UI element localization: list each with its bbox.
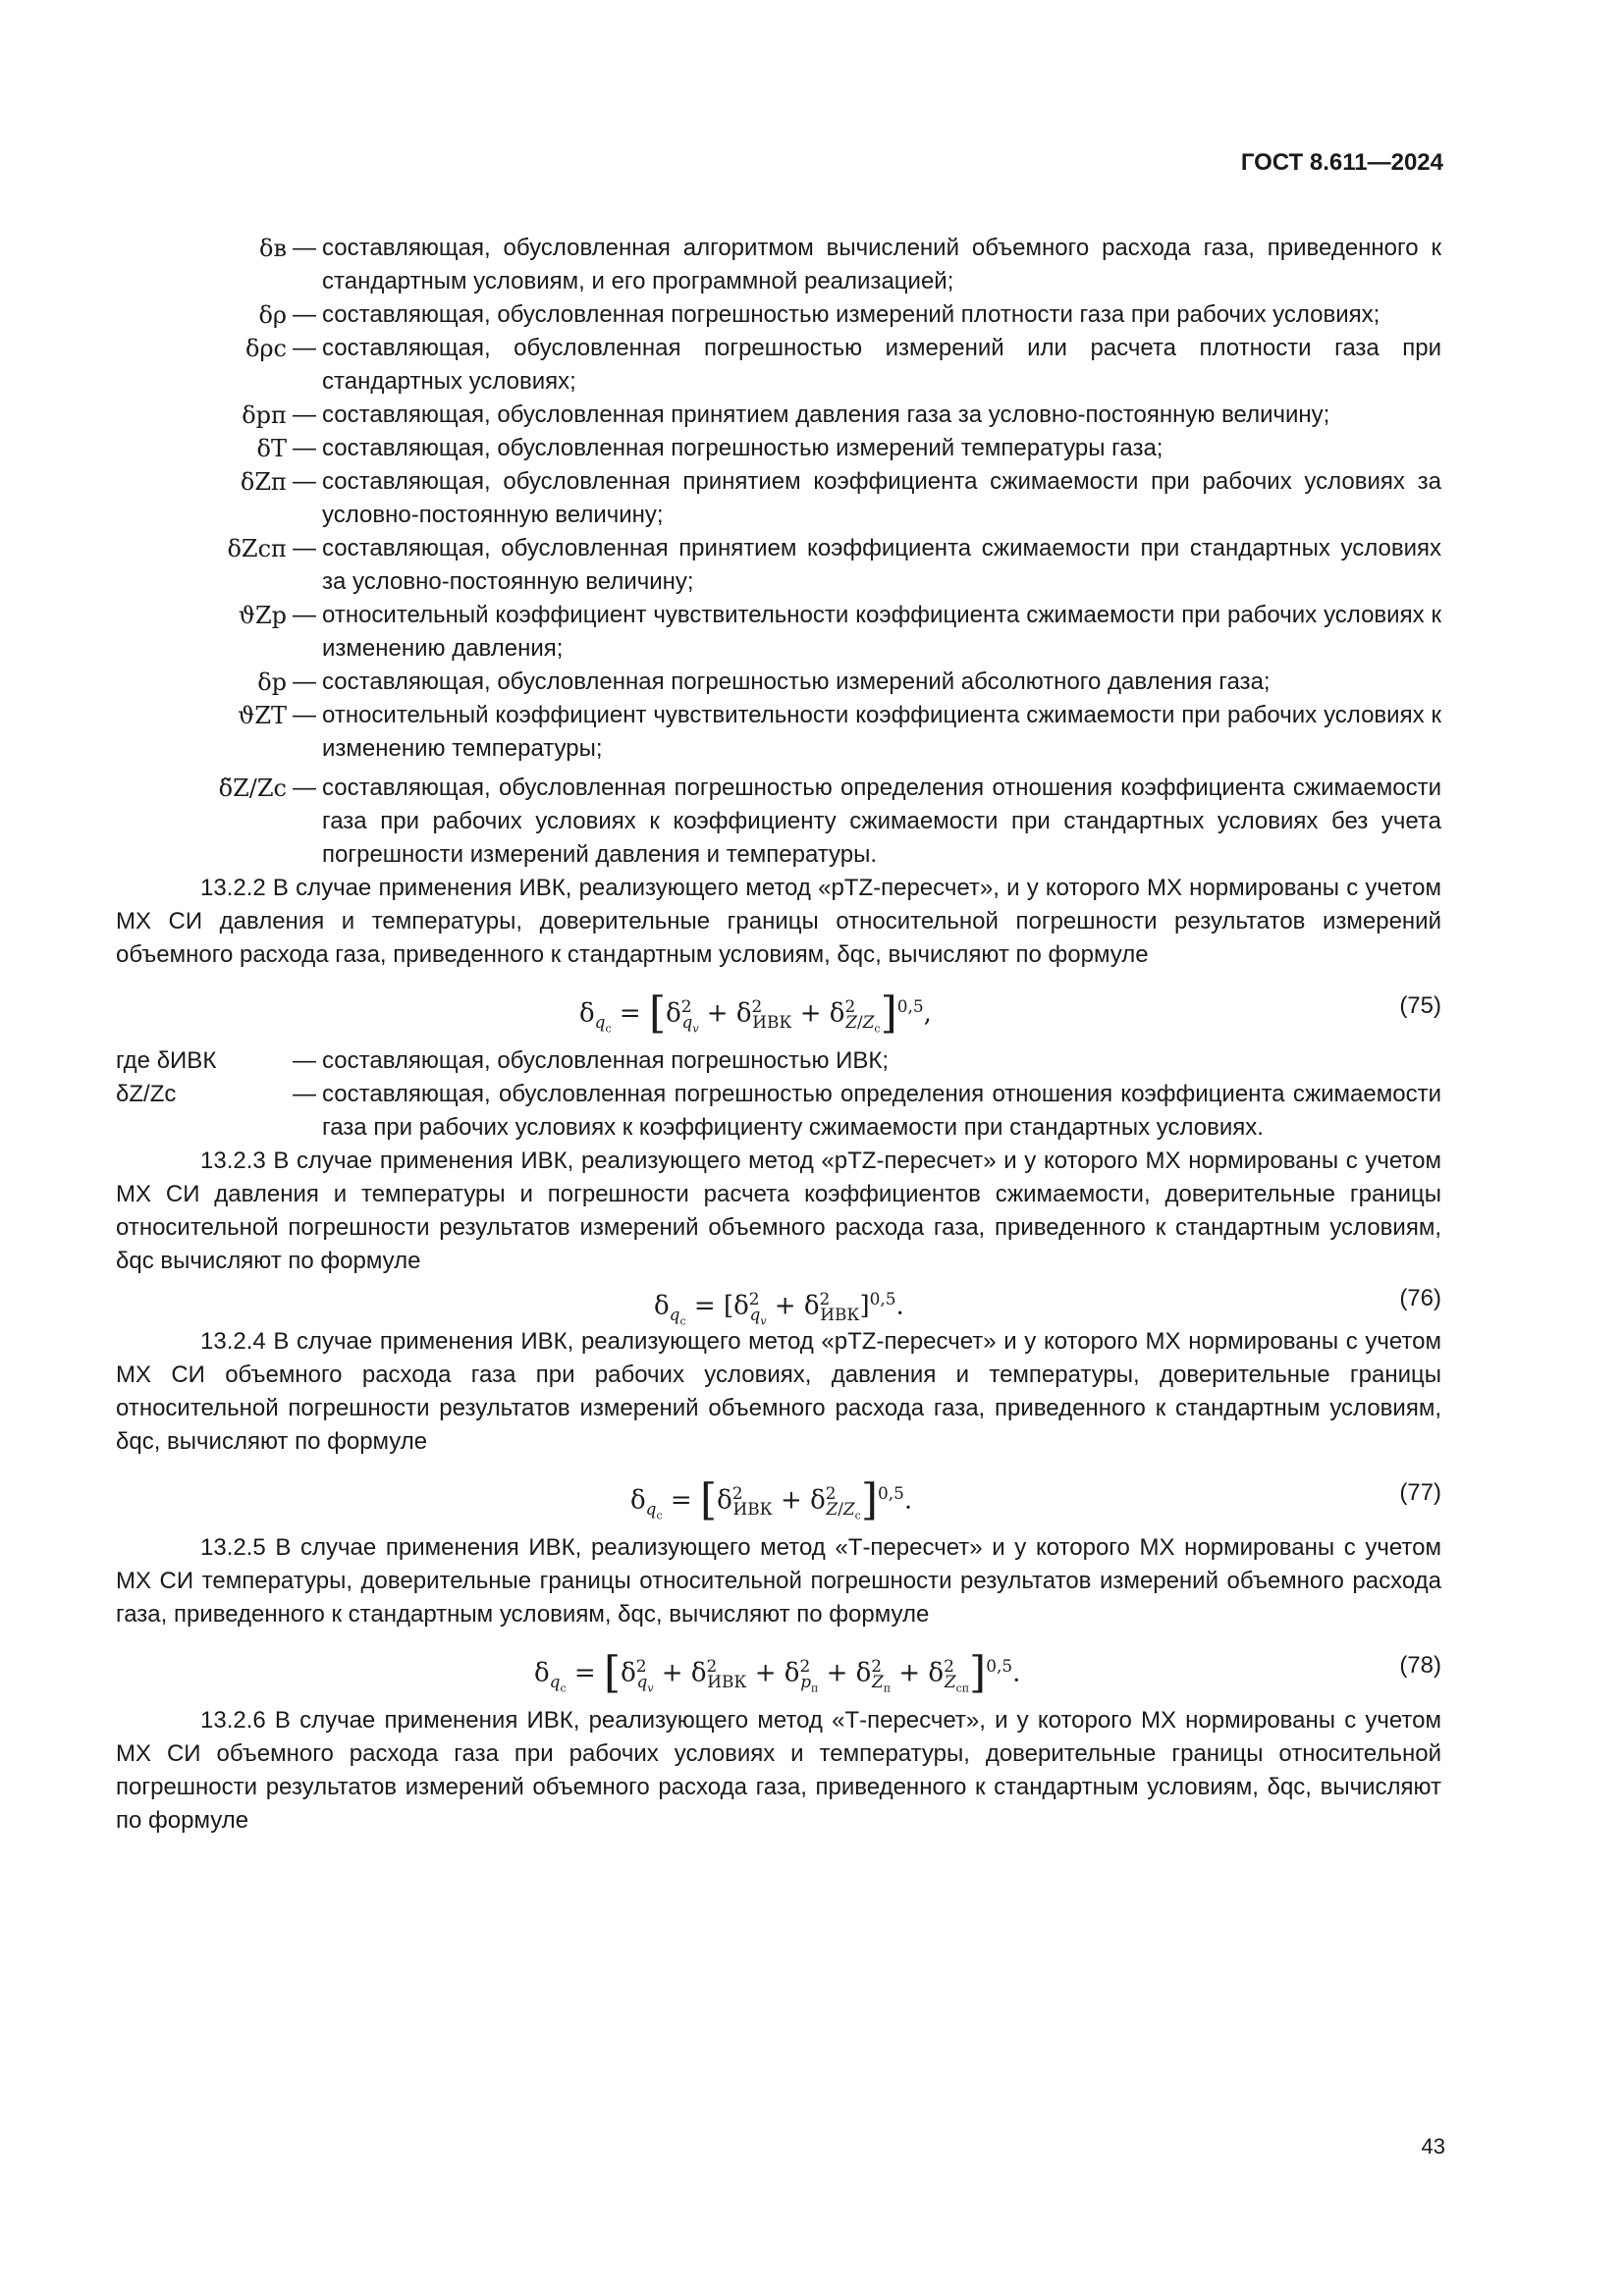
formula-76-expression: $\delta_{q_с} = [\delta^2_{q_v} + \delta^2_{ИВК}]^{0,5}$. <box>654 1289 904 1328</box>
definition-item <box>116 465 1441 532</box>
page-content <box>116 232 1441 1838</box>
definition-dash: — <box>293 335 316 361</box>
formula-78-expression: $\delta_{q_с} = [\delta^2_{q_v} + \delta^2_{ИВК} + \delta^2_{p_п} + \delta^2_{Z_п} + \delta^2_{Z_{сп}}]^{0,5}$. <box>534 1647 1021 1698</box>
definition-item <box>116 432 1441 465</box>
definition-item <box>116 1044 1441 1078</box>
definition-item <box>116 772 1441 872</box>
definitions-75-list <box>116 1044 1441 1145</box>
definition-symbol: δZп <box>240 468 287 496</box>
definition-item <box>116 1078 1441 1145</box>
definition-item <box>116 298 1441 332</box>
formula-76-number: (76) <box>1399 1285 1441 1311</box>
formula-75-number: (75) <box>1399 992 1441 1019</box>
definition-text: составляющая, обусловленная погрешностью измерений или расчета плотности газа при стандартных условиях; <box>322 335 1441 395</box>
formula-75 <box>116 972 1441 1044</box>
definition-item <box>116 666 1441 699</box>
definition-symbol: δρ <box>258 301 287 329</box>
definition-text: составляющая, обусловленная погрешностью определения отношения коэффициента сжимаемости газа при рабочих условиях к коэффициенту сжимаемости при стандартных условиях без учета погрешности измерений давления и температуры. <box>322 774 1441 868</box>
definition-text: относительный коэффициент чувствительности коэффициента сжимаемости при рабочих условиях к изменению давления; <box>322 602 1441 662</box>
definition-dash: — <box>293 401 316 428</box>
definition-text: составляющая, обусловленная погрешностью определения отношения коэффициента сжимаемости газа при рабочих условиях к коэффициенту сжимаемости при стандартных условиях. <box>322 1081 1441 1141</box>
definition-text: составляющая, обусловленная алгоритмом вычислений объемного расхода газа, приведенного к стандартным условиям, и его программной реализацией; <box>322 235 1441 294</box>
definition-text: относительный коэффициент чувствительности коэффициента сжимаемости при рабочих условиях к изменению температуры; <box>322 702 1441 762</box>
definition-symbol: δZ/Zс <box>116 1081 177 1107</box>
definition-item <box>116 232 1441 298</box>
paragraph-13-2-4: 13.2.4 В случае применения ИВК, реализующего метод «pTZ-пересчет» и у которого МХ нормированы с учетом МХ СИ объемного расхода газа при рабочих условиях, давления и температуры, доверительные границы относительной погрешности результатов измерений объемного расхода газа, приведенного к стандартным условиям, δqc, вычисляют по формуле <box>116 1328 1441 1455</box>
definition-symbol: δρс <box>245 335 287 362</box>
formula-78-number: (78) <box>1399 1652 1441 1679</box>
definition-symbol: δ̃Z/Zс <box>218 774 287 802</box>
definition-dash: — <box>293 535 316 561</box>
definition-item <box>116 599 1441 666</box>
page-number: 43 <box>1421 2134 1445 2159</box>
definition-dash: — <box>293 301 316 328</box>
definition-dash: — <box>293 702 316 728</box>
definition-dash: — <box>293 668 316 695</box>
paragraph-13-2-3: 13.2.3 В случае применения ИВК, реализующего метод «pTZ-пересчет» и у которого МХ нормированы с учетом МХ СИ давления и температуры и погрешности расчета коэффициентов сжимаемости, доверительные границы относительной погрешности результатов измерений объемного расхода газа, приведенного к стандартным условиям, δqc вычисляют по формуле <box>116 1148 1441 1274</box>
definition-item <box>116 532 1441 599</box>
paragraph-13-2-2: 13.2.2 В случае применения ИВК, реализующего метод «pTZ-пересчет», и у которого МХ нормированы с учетом МХ СИ давления и температуры, доверительные границы относительной погрешности результатов измерений объемного расхода газа, приведенного к стандартным условиям, δqc, вычисляют по формуле <box>116 875 1441 968</box>
definition-item <box>116 399 1441 432</box>
formula-77-number: (77) <box>1399 1479 1441 1506</box>
definitions-list <box>116 232 1441 872</box>
definition-dash: — <box>293 602 316 628</box>
formula-77-expression: $\delta_{q_с} = [\delta^2_{ИВК} + \delta^2_{Z/Z_с}]^{0,5}$. <box>630 1474 913 1525</box>
formula-76 <box>116 1278 1441 1328</box>
definition-item <box>116 332 1441 399</box>
definition-symbol: δZсп <box>227 535 287 562</box>
definition-symbol: где δИВК <box>116 1047 217 1074</box>
definition-dash: — <box>293 235 316 261</box>
document-header: ГОСТ 8.611—2024 <box>1240 149 1443 176</box>
definition-symbol: δT <box>256 435 287 462</box>
definition-dash: — <box>293 1081 316 1107</box>
definition-text: составляющая, обусловленная принятием коэффициента сжимаемости при стандартных условиях за условно-постоянную величину; <box>322 535 1441 595</box>
definition-text: составляющая, обусловленная погрешностью измерений температуры газа; <box>322 435 1164 461</box>
definition-symbol: δв <box>259 235 287 262</box>
formula-78 <box>116 1631 1441 1704</box>
definition-text: составляющая, обусловленная погрешностью измерений абсолютного давления газа; <box>322 668 1271 695</box>
definition-item <box>116 699 1441 766</box>
definition-text: составляющая, обусловленная погрешностью ИВК; <box>322 1047 890 1074</box>
paragraph-13-2-5: 13.2.5 В случае применения ИВК, реализующего метод «Т-пересчет» и у которого МХ нормированы с учетом МХ СИ температуры, доверительные границы относительной погрешности результатов измерений объемного расхода газа, приведенного к стандартным условиям, δqc, вычисляют по формуле <box>116 1534 1441 1628</box>
definition-symbol: δpп <box>242 401 287 429</box>
definition-text: составляющая, обусловленная принятием давления газа за условно-постоянную величину; <box>322 401 1330 428</box>
definition-text: составляющая, обусловленная принятием коэффициента сжимаемости при рабочих условиях за условно-постоянную величину; <box>322 468 1441 528</box>
definition-symbol: δp <box>257 668 287 696</box>
definition-dash: — <box>293 1047 316 1074</box>
definition-dash: — <box>293 774 316 801</box>
definition-text: составляющая, обусловленная погрешностью измерений плотности газа при рабочих условиях; <box>322 301 1380 328</box>
formula-77 <box>116 1459 1441 1531</box>
definition-symbol: ϑZT <box>238 702 287 729</box>
formula-75-expression: $\delta_{q_с} = [\delta^2_{q_v} + \delta^2_{ИВК} + \delta^2_{Z/Z_с}]^{0,5}$, <box>579 988 932 1039</box>
paragraph-13-2-6: 13.2.6 В случае применения ИВК, реализующего метод «Т-пересчет», и у которого МХ нормированы с учетом МХ СИ объемного расхода газа при рабочих условиях и температуры, доверительные границы относительной погрешности результатов измерений объемного расхода газа, приведенного к стандартным условиям, δqc, вычисляют по формуле <box>116 1707 1441 1834</box>
definition-symbol: ϑZp <box>238 602 287 629</box>
definition-dash: — <box>293 435 316 461</box>
definition-dash: — <box>293 468 316 495</box>
